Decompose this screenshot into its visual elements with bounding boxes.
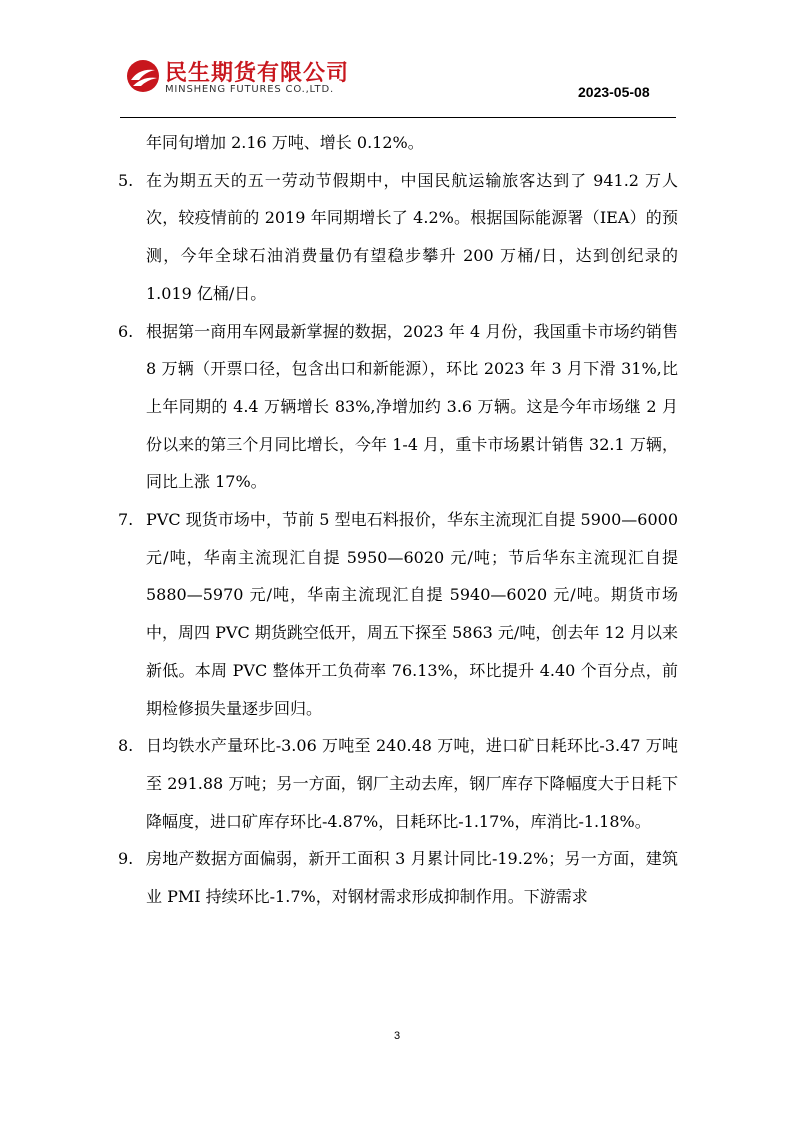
item-number: 6. [118,321,134,341]
list-item [118,124,678,162]
minsheng-logo-icon [125,58,161,94]
item-text: 房地产数据方面偏弱，新开工面积 3 月累计同比-19.2%；另一方面，建筑业 PMI 持续环比-1.7%，对钢材需求形成抑制作用。下游需求 [146,849,678,907]
item-number: 5. [118,170,134,190]
header-divider [120,117,676,118]
page-number: 3 [393,1030,401,1042]
item-text: 日均铁水产量环比-3.06 万吨至 240.48 万吨，进口矿日耗环比-3.47 万吨至 291.88 万吨；另一方面，钢厂主动去库，钢厂库存下降幅度大于日耗下降幅度，进口矿库存环比-4.87%，日耗环比-1.17%，库消比-1.18%。 [146,736,678,831]
company-logo [125,56,365,102]
item-text: 根据第一商用车网最新掌握的数据，2023 年 4 月份，我国重卡市场约销售 8 万辆（开票口径，包含出口和新能源），环比 2023 年 3 月下滑 31%,比上年同期的 4.4 万辆增长 83%,净增加约 3.6 万辆。这是今年市场继 2 月份以来的第三个月同比增长，今年 1-4 月，重卡市场累计销售 32.1 万辆，同比上涨 17%。 [146,321,678,492]
list-item [118,840,678,915]
item-number: 9. [118,849,134,869]
list-item [118,727,678,840]
logo-chinese-name: 民生期货有限公司 [165,61,350,86]
item-text: 在为期五天的五一劳动节假期中，中国民航运输旅客达到了 941.2 万人次，较疫情前的 2019 年同期增长了 4.2%。根据国际能源署（IEA）的预测，今年全球石油消费量仍有望稳步攀升 200 万桶/日，达到创纪录的 1.019 亿桶/日。 [146,170,678,303]
list-item [118,501,678,727]
report-body [118,124,678,916]
page-header [0,0,794,120]
logo-english-name: MINSHENG FUTURES CO.,LTD. [165,84,334,95]
item-text: 年同旬增加 2.16 万吨、增长 0.12%。 [146,133,424,152]
item-number: 8. [118,736,134,756]
list-item [118,162,678,313]
item-text: PVC 现货市场中，节前 5 型电石料报价，华东主流现汇自提 5900—6000 元/吨，华南主流现汇自提 5950—6020 元/吨；节后华东主流现汇自提 5880—5970 元/吨，华南主流现汇自提 5940—6020 元/吨。期货市场中，周四 PVC 期货跳空低开，周五下探至 5863 元/吨，创去年 12 月以来新低。本周 PVC 整体开工负荷率 76.13%，环比提升 4.40 个百分点，前期检修损失量逐步回归。 [146,510,678,718]
list-item [118,313,678,502]
item-number: 7. [118,510,134,530]
report-date: 2023-05-08 [578,84,650,100]
